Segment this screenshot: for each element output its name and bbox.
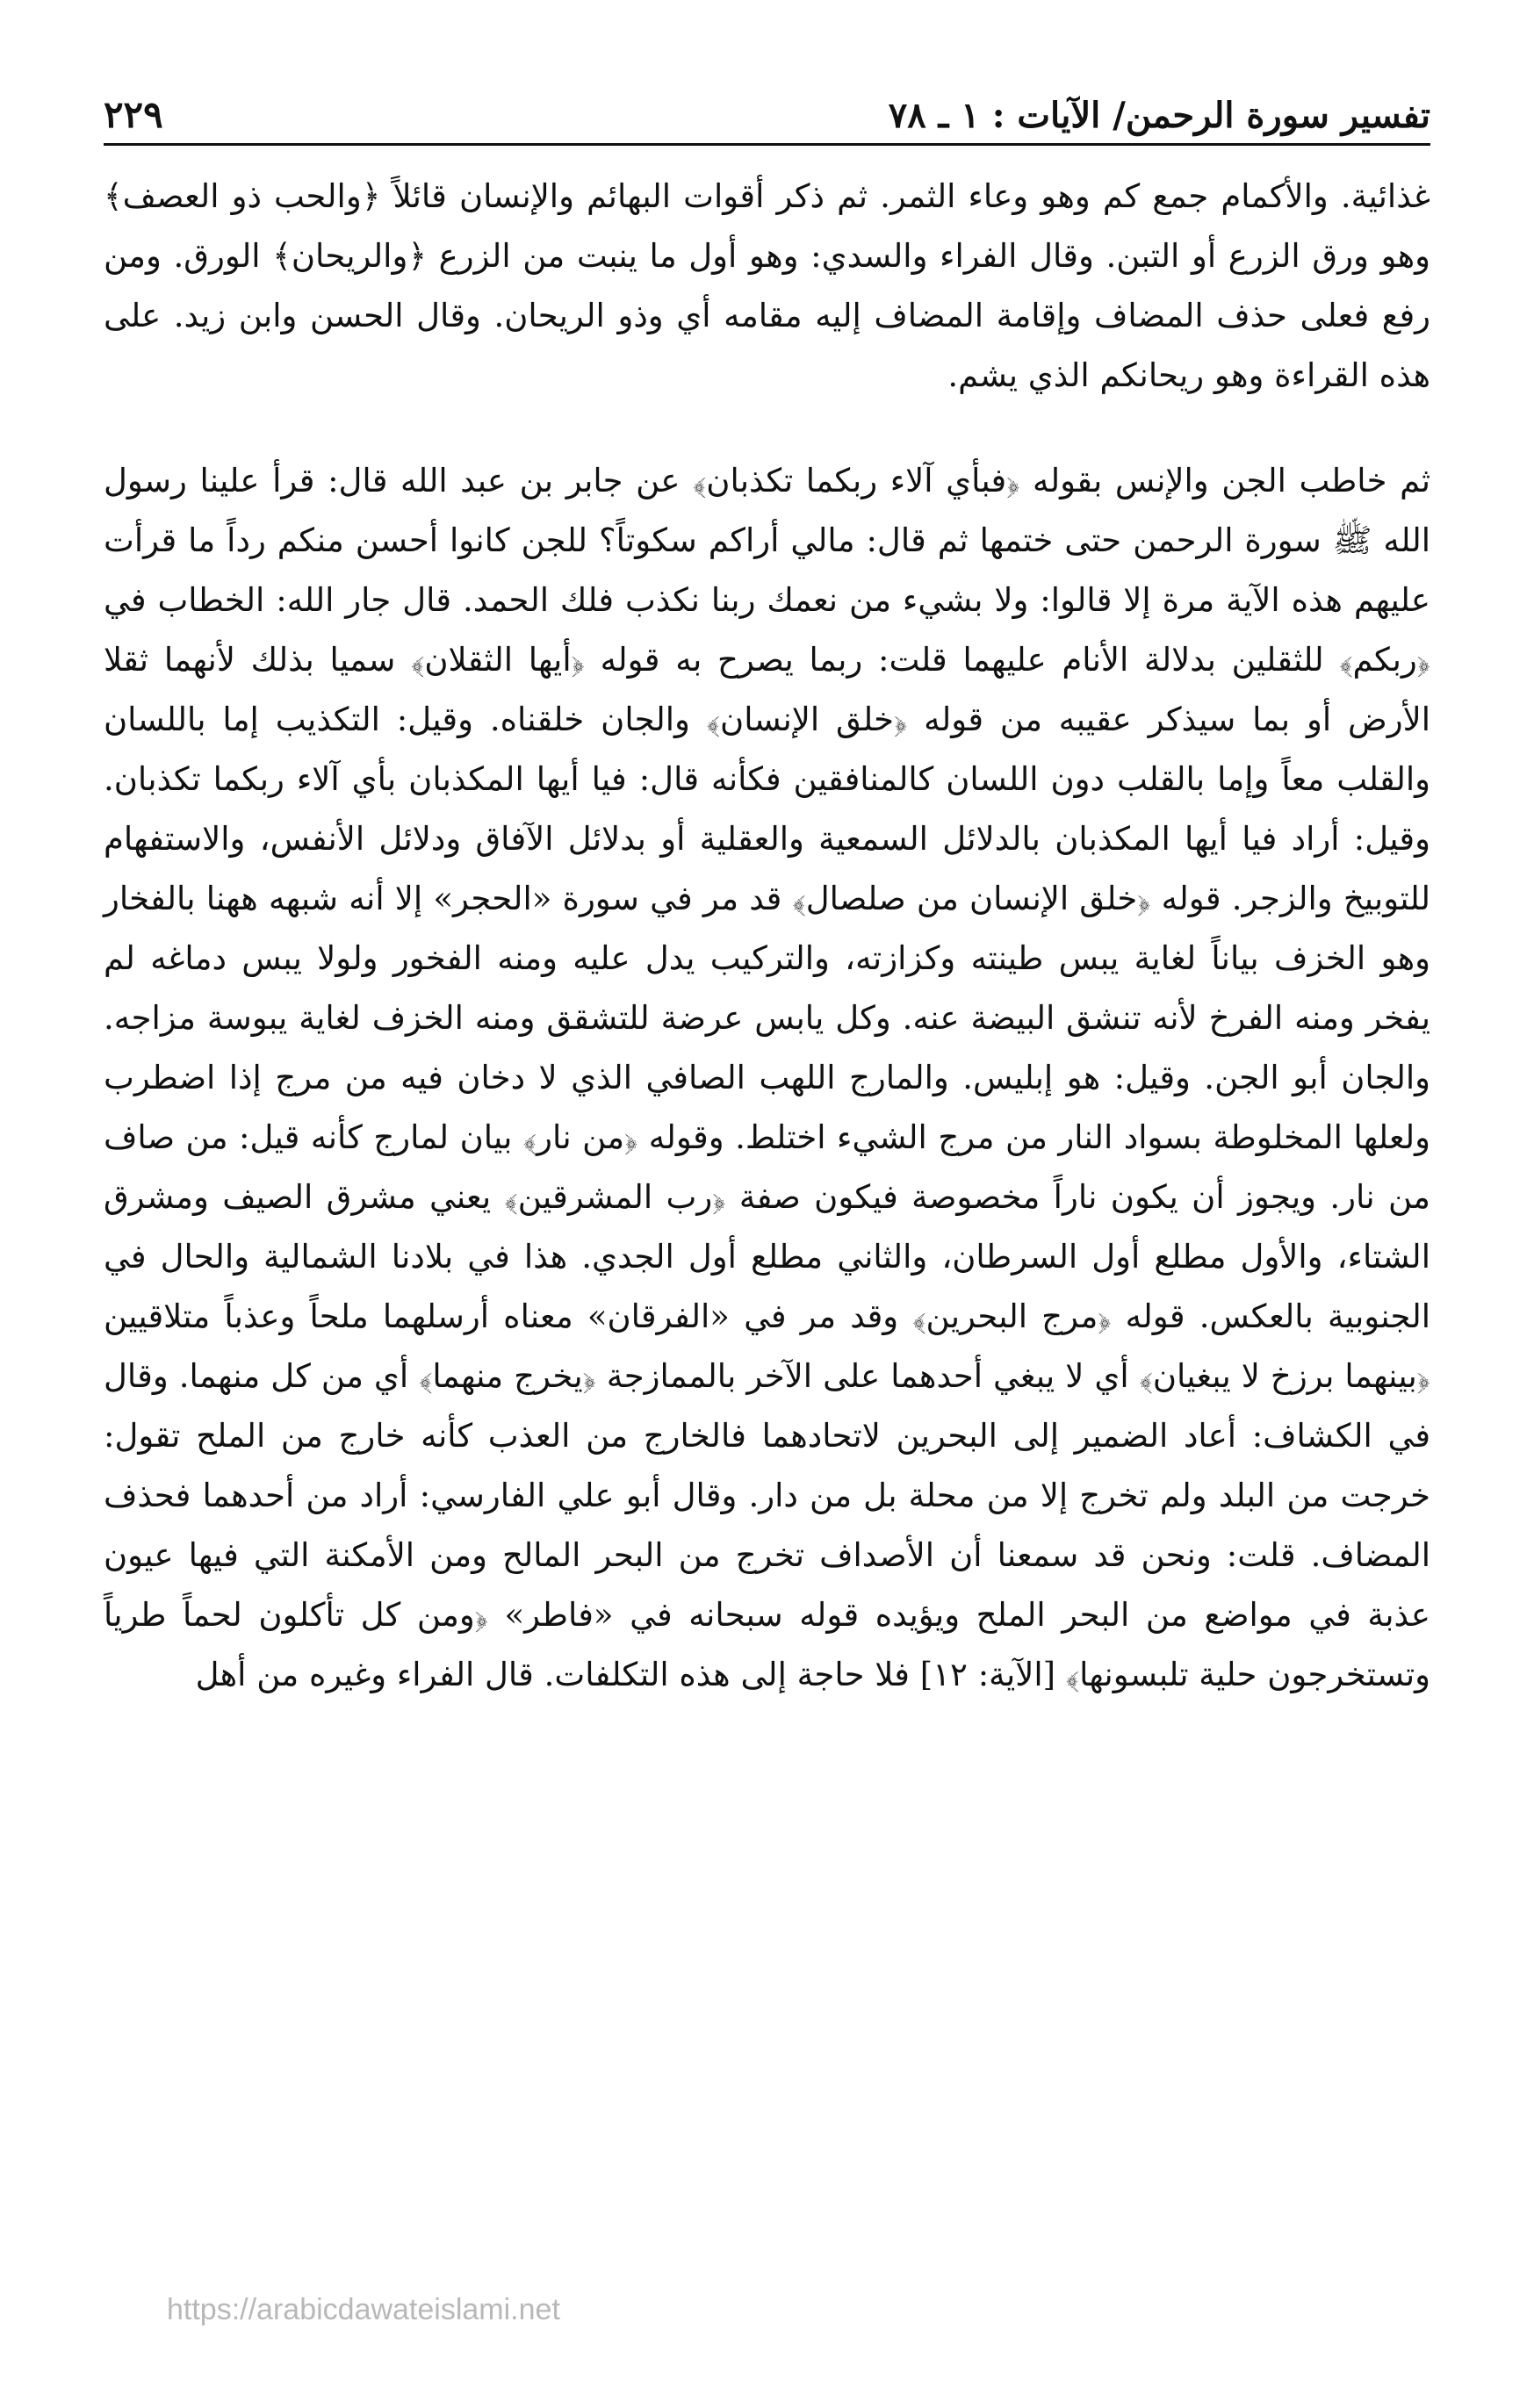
- page-number: ٢٢٩: [104, 93, 163, 136]
- running-header: [104, 81, 1430, 146]
- paragraph-1: غذائية. والأكمام جمع كم وهو وعاء الثمر. ثم ذكر أقوات البهائم والإنسان قائلاً ﴿والحب ذو العصف﴾ وهو ورق الزرع أو التبن. وقال الفراء والسدي: وهو أول ما ينبت من الزرع ﴿والريحان﴾ الورق. ومن رفع فعلى حذف المضاف وإقامة المضاف إليه مقامه أي وذو الريحان. وقال الحسن وابن زيد. على هذه القراءة وهو ريحانكم الذي يشم.: [104, 177, 1430, 394]
- chapter-title: تفسير سورة الرحمن/ الآيات : ١ ـ ٧٨: [888, 95, 1430, 136]
- body-text: [104, 167, 1430, 1705]
- paragraph-2: ثم خاطب الجن والإنس بقوله ﴿فبأي آلاء ربكما تكذبان﴾ عن جابر بن عبد الله قال: قرأ علينا رسول الله ﷺ سورة الرحمن حتى ختمها ثم قال: مالي أراكم سكوتاً؟ للجن كانوا أحسن منكم رداً ما قرأت عليهم هذه الآية مرة إلا قالوا: ولا بشيء من نعمك ربنا نكذب فلك الحمد. قال جار الله: الخطاب في ﴿ربكم﴾ للثقلين بدلالة الأنام عليهما قلت: ربما يصرح به قوله ﴿أيها الثقلان﴾ سميا بذلك لأنهما ثقلا الأرض أو بما سيذكر عقيبه من قوله ﴿خلق الإنسان﴾ والجان خلقناه. وقيل: التكذيب إما باللسان والقلب معاً وإما بالقلب دون اللسان كالمنافقين فكأنه قال: فيا أيها المكذبان بأي آلاء ربكما تكذبان. وقيل: أراد فيا أيها المكذبان بالدلائل السمعية والعقلية أو بدلائل الآفاق ودلائل الأنفس، والاستفهام للتوبيخ والزجر. قوله ﴿خلق الإنسان من صلصال﴾ قد مر في سورة «الحجر» إلا أنه شبهه ههنا بالفخار وهو الخزف بياناً لغاية يبس طينته وكزازته، والتركيب يدل عليه ومنه الفخور ولولا يبس دماغه لم يفخر ومنه الفرخ لأنه تنشق البيضة عنه. وكل يابس عرضة للتشقق ومنه الخزف لغاية يبوسة مزاجه. والجان أبو الجن. وقيل: هو إبليس. والمارج اللهب الصافي الذي لا دخان فيه من مرج إذا اضطرب ولعلها المخلوطة بسواد النار من مرج الشيء اختلط. وقوله ﴿من نار﴾ بيان لمارج كأنه قيل: من صاف من نار. ويجوز أن يكون ناراً مخصوصة فيكون صفة ﴿رب المشرقين﴾ يعني مشرق الصيف ومشرق الشتاء، والأول مطلع أول السرطان، والثاني مطلع أول الجدي. هذا في بلادنا الشمالية والحال في الجنوبية بالعكس. قوله ﴿مرج البحرين﴾ وقد مر في «الفرقان» معناه أرسلهما ملحاً وعذباً متلاقيين ﴿بينهما برزخ لا يبغيان﴾ أي لا يبغي أحدهما على الآخر بالممازجة ﴿يخرج منهما﴾ أي من كل منهما. وقال في الكشاف: أعاد الضمير إلى البحرين لاتحادهما فالخارج من العذب كأنه خارج من الملح تقول: خرجت من البلد ولم تخرج إلا من محلة بل من دار. وقال أبو علي الفارسي: أراد من أحدهما فحذف المضاف. قلت: ونحن قد سمعنا أن الأصداف تخرج من البحر المالح ومن الأمكنة التي فيها عيون عذبة في مواضع من البحر الملح ويؤيده قوله سبحانه في «فاطر» ﴿ومن كل تأكلون لحماً طرياً وتستخرجون حلية تلبسونها﴾ [الآية: ١٢] فلا حاجة إلى هذه التكلفات. قال الفراء وغيره من أهل: [104, 462, 1430, 1693]
- watermark-url: https://arabicdawateislami.net: [167, 2293, 560, 2326]
